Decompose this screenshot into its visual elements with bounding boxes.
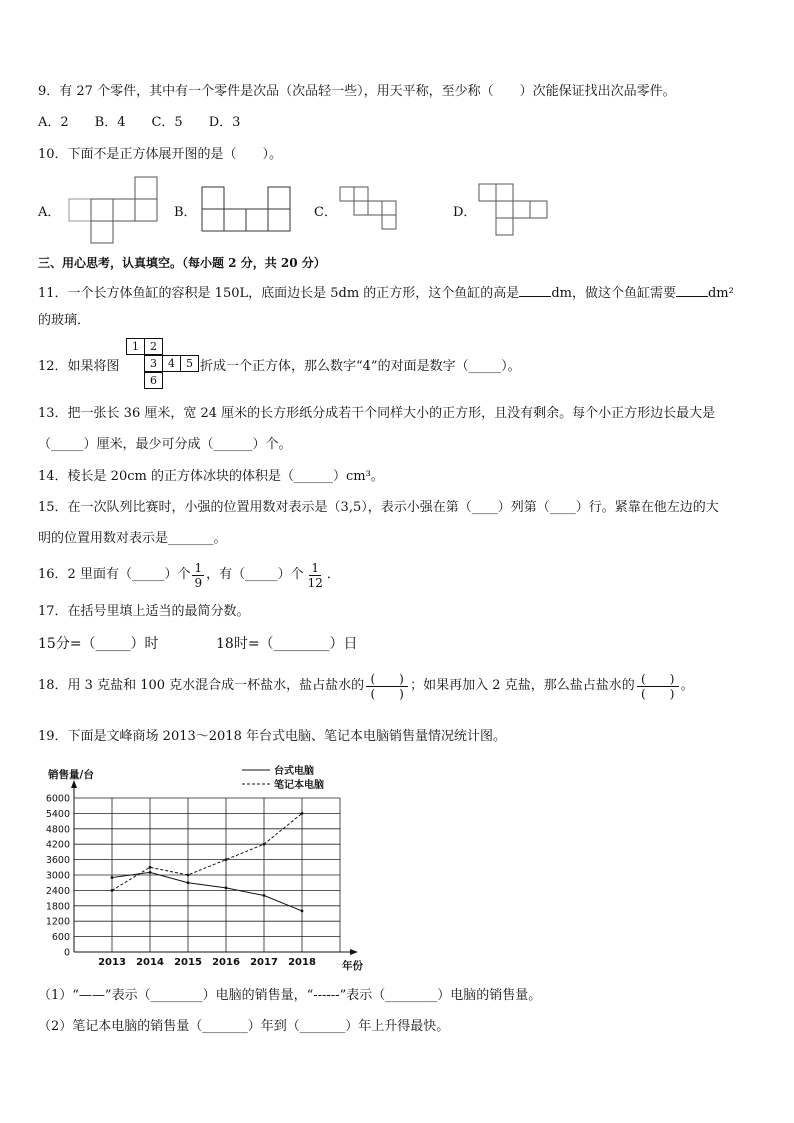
- y-tick-label: 0: [63, 947, 70, 959]
- net-cell-4: 4: [162, 355, 181, 372]
- net-cell-1: 1: [126, 338, 145, 355]
- net-cell-3: 3: [144, 355, 163, 372]
- question-11-line2: 的玻璃．: [38, 313, 91, 328]
- question-19-text: 19．下面是文峰商场 2013～2018 年台式电脑、笔记本电脑销售量情况统计图。: [38, 729, 506, 744]
- series-line-desktop: [112, 872, 302, 911]
- x-tick-label: 2014: [136, 957, 164, 968]
- data-point: [149, 871, 152, 874]
- data-point: [301, 910, 304, 913]
- frac1-numerator: 1: [194, 560, 203, 575]
- y-tick-label: 1200: [45, 916, 70, 928]
- question-14-text: 14．棱长是 20cm 的正方体冰块的体积是（______）cm³。: [38, 469, 384, 484]
- y-tick-label: 3000: [45, 870, 70, 882]
- x-tick-label: 2015: [174, 957, 202, 968]
- option-d-label: D．: [453, 205, 477, 220]
- q18-frac1-numerator: ( ): [366, 672, 408, 687]
- legend-label: 笔记本电脑: [274, 780, 324, 791]
- frac2-numerator: 1: [311, 560, 320, 575]
- question-13-line2: （_____）厘米，最少可分成（______）个。: [38, 437, 292, 452]
- data-point: [301, 812, 304, 815]
- net-cell-5: 5: [180, 355, 199, 372]
- y-tick-label: 600: [51, 932, 70, 944]
- question-9-text: 9．有 27 个零件，其中有一个零件是次品（次品轻一些），用天平称，至少称（ ）次能保证找出次品零件。: [38, 84, 676, 99]
- question-12-text-b: 折成一个正方体，那么数字“4”的对面是数字（_____）。: [200, 359, 521, 374]
- net-figure-b: [200, 186, 295, 234]
- data-point: [263, 894, 266, 897]
- q11-blank-1[interactable]: [519, 282, 551, 297]
- question-16: [38, 558, 340, 592]
- q18-fraction-2[interactable]: [637, 672, 679, 701]
- data-point: [187, 881, 190, 884]
- data-point: [187, 874, 190, 877]
- q16-text-b: ，有（_____）个: [206, 567, 304, 582]
- legend-label: 台式电脑: [274, 766, 314, 777]
- y-tick-label: 6000: [45, 793, 70, 805]
- data-point: [149, 866, 152, 869]
- q18-frac2-numerator: ( ): [637, 672, 679, 687]
- data-point: [111, 889, 114, 892]
- net-figure-c: [338, 186, 400, 234]
- q11-blank-2[interactable]: [676, 282, 708, 297]
- y-tick-label: 1800: [45, 901, 70, 913]
- x-tick-label: 2018: [288, 957, 316, 968]
- q16-text-c: ．: [326, 567, 340, 582]
- sales-line-chart: [30, 760, 370, 975]
- data-point: [225, 858, 228, 861]
- q18-text-a: 18．用 3 克盐和 100 克水混合成一杯盐水，盐占盐水的: [38, 678, 365, 693]
- y-axis-arrow: [71, 780, 77, 788]
- net-figure-d: [478, 183, 552, 239]
- data-point: [263, 843, 266, 846]
- section-3-title: 三、用心思考，认真填空。（每小题 2 分，共 20 分）: [38, 256, 326, 270]
- question-13-line1: 13．把一张长 36 厘米，宽 24 厘米的长方形纸分成若干个同样大小的正方形，且没有剩余。每个小正方形边长最大是: [38, 406, 716, 421]
- question-15-line2: 明的位置用数对表示是_______。: [38, 531, 227, 546]
- y-tick-label: 4200: [45, 839, 70, 851]
- question-18: [38, 668, 694, 704]
- q18-fraction-1[interactable]: [366, 672, 408, 701]
- question-15-line1: 15．在一次队列比赛时，小强的位置用数对表示是（3,5），表示小强在第（____）列第（____）行。紧靠在他左边的大: [38, 500, 719, 515]
- x-tick-label: 2016: [212, 957, 240, 968]
- question-19-sub-2: （2）笔记本电脑的销售量（_______）年到（_______）年上升得最快。: [38, 1019, 450, 1034]
- data-point: [225, 886, 228, 889]
- q11-text-b: dm，做这个鱼缸需要: [551, 286, 676, 301]
- data-point: [111, 876, 114, 879]
- q18-text-b: ；如果再加入 2 克盐，那么盐占盐水的: [410, 678, 635, 693]
- question-17-item-1: 15分=（_____）时: [38, 636, 159, 652]
- q11-text-a: 11．一个长方体鱼缸的容积是 150L，底面边长是 5dm 的正方形，这个鱼缸的高是: [38, 286, 520, 301]
- fraction-one-twelfth: [306, 561, 325, 590]
- y-tick-label: 5400: [45, 808, 70, 820]
- q16-text-a: 16．2 里面有（_____）个: [38, 567, 191, 582]
- question-19-sub-1: （1）“——”表示（________）电脑的销售量，“------”表示（________）电脑的销售量。: [38, 988, 542, 1003]
- question-9-options: A．2 B．4 C．5 D．3: [38, 115, 241, 130]
- cube-net: [124, 338, 202, 392]
- q18-text-c: 。: [680, 678, 694, 693]
- q18-frac1-denominator: ( ): [370, 686, 404, 701]
- option-a-label: A．: [38, 205, 61, 220]
- net-cell-6: 6: [144, 372, 163, 389]
- y-tick-label: 2400: [45, 885, 70, 897]
- question-12-text-a: 12．如果将图: [38, 359, 120, 374]
- q18-frac2-denominator: ( ): [641, 686, 675, 701]
- x-axis-label: 年份: [342, 960, 363, 972]
- series-line-laptop: [112, 813, 302, 890]
- frac2-denominator: 12: [307, 575, 323, 590]
- question-17-text: 17．在括号里填上适当的最简分数。: [38, 604, 250, 619]
- x-tick-label: 2017: [250, 957, 278, 968]
- option-c-label: C．: [314, 205, 337, 220]
- net-figure-a: [66, 176, 161, 246]
- fraction-one-ninth: [192, 561, 204, 590]
- q11-text-c: dm²: [707, 286, 734, 301]
- y-axis-label: 销售量/台: [48, 769, 94, 781]
- x-tick-label: 2013: [98, 957, 126, 968]
- x-axis-arrow: [350, 949, 358, 955]
- net-cell-2: 2: [144, 338, 163, 355]
- question-10-text: 10．下面不是正方体展开图的是（ ）。: [38, 147, 283, 162]
- option-b-label: B．: [174, 205, 197, 220]
- question-11-line1: [38, 282, 734, 303]
- y-tick-label: 4800: [45, 824, 70, 836]
- question-17-item-2: 18时=（________）日: [216, 636, 358, 652]
- frac1-denominator: 9: [194, 575, 203, 590]
- y-tick-label: 3600: [45, 855, 70, 867]
